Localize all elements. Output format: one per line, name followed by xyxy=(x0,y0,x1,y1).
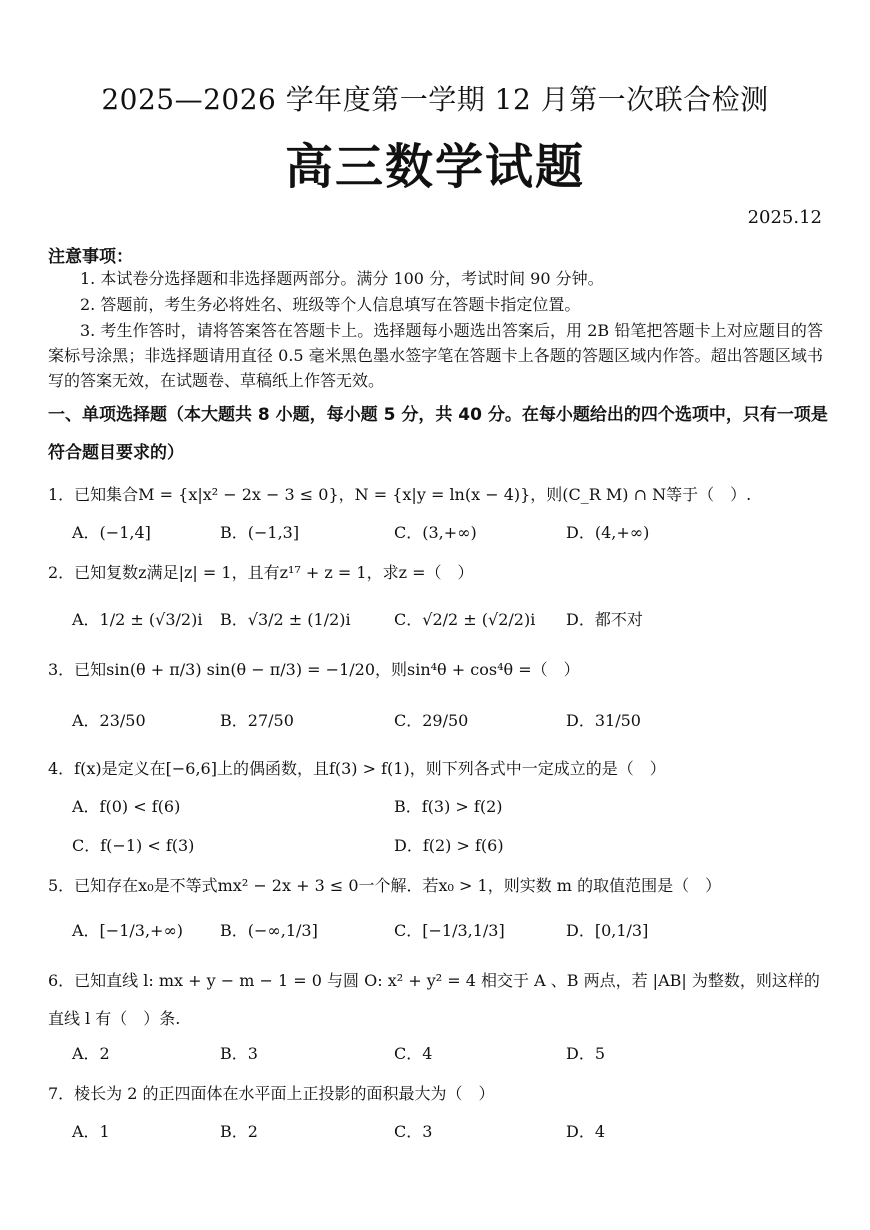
question-4: 4．f(x)是定义在[−6,6]上的偶函数，且f(3) > f(1)，则下列各式中一定成立的是（ ） xyxy=(48,759,666,778)
option-a: A．(−1,4] xyxy=(72,523,151,542)
option-b: B．f(3) > f(2) xyxy=(394,797,503,816)
question-3-options xyxy=(72,708,832,740)
notice-item-2: 2. 答题前，考生务必将姓名、班级等个人信息填写在答题卡指定位置。 xyxy=(80,295,581,314)
question-7-options xyxy=(72,1119,832,1151)
option-d: D．[0,1/3] xyxy=(566,921,649,940)
option-d: D．f(2) > f(6) xyxy=(394,836,504,855)
option-d: D．4 xyxy=(566,1122,606,1141)
option-b: B．(−1,3] xyxy=(220,523,300,542)
option-c: C．29/50 xyxy=(394,711,469,730)
option-b: B．2 xyxy=(220,1122,258,1141)
question-4-options-row1 xyxy=(72,794,832,826)
question-2-options xyxy=(72,607,832,639)
question-6-options xyxy=(72,1041,832,1073)
option-b: B．√3/2 ± (1/2)i xyxy=(220,610,351,629)
question-6: 6．已知直线 l: mx + y − m − 1 = 0 与圆 O: x² + y² = 4 相交于 A 、B 两点，若 |AB| 为整数，则这样的直线 l 有（ ）条. xyxy=(48,971,820,1028)
option-c: C．3 xyxy=(394,1122,433,1141)
exam-header: 2025—2026 学年度第一学期 12 月第一次联合检测 xyxy=(101,83,769,116)
question-5: 5．已知存在x₀是不等式mx² − 2x + 3 ≤ 0一个解．若x₀ > 1，则实数 m 的取值范围是（ ） xyxy=(48,876,722,895)
question-1: 1．已知集合M = {x|x² − 2x − 3 ≤ 0}，N = {x|y = ln(x − 4)}，则(C_R M) ∩ N等于（ ）. xyxy=(48,485,752,504)
question-4-options-row2 xyxy=(72,833,832,865)
exam-date: 2025.12 xyxy=(747,207,822,228)
option-a: A．1/2 ± (√3/2)i xyxy=(72,610,203,629)
question-7: 7．棱长为 2 的正四面体在水平面上正投影的面积最大为（ ） xyxy=(48,1084,495,1103)
option-d: D．31/50 xyxy=(566,711,641,730)
option-a: A．2 xyxy=(72,1044,110,1063)
notice-item-3: 3. 考生作答时，请将答案答在答题卡上。选择题每小题选出答案后，用 2B 铅笔把答题卡上对应题目的答案标号涂黑；非选择题请用直径 0.5 毫米黑色墨水签字笔在答题卡上各题的答题区域内作答。超出答题区域书写的答案无效，在试题卷、草稿纸上作答无效。 xyxy=(48,321,823,390)
option-c: C．4 xyxy=(394,1044,433,1063)
option-b: B．(−∞,1/3] xyxy=(220,921,318,940)
option-a: A．[−1/3,+∞) xyxy=(72,921,184,940)
option-a: A．23/50 xyxy=(72,711,146,730)
question-2: 2．已知复数z满足|z| = 1，且有z¹⁷ + z = 1，求z =（ ） xyxy=(48,563,474,582)
exam-title: 高三数学试题 xyxy=(284,139,585,195)
option-d: D．5 xyxy=(566,1044,606,1063)
option-a: A．1 xyxy=(72,1122,110,1141)
option-d: D．都不对 xyxy=(566,610,643,629)
option-c: C．√2/2 ± (√2/2)i xyxy=(394,610,536,629)
option-c: C．[−1/3,1/3] xyxy=(394,921,505,940)
option-a: A．f(0) < f(6) xyxy=(72,797,181,816)
option-b: B．27/50 xyxy=(220,711,294,730)
option-b: B．3 xyxy=(220,1044,258,1063)
option-c: C．(3,+∞) xyxy=(394,523,477,542)
question-3: 3．已知sin(θ + π/3) sin(θ − π/3) = −1/20，则sin⁴θ + cos⁴θ =（ ） xyxy=(48,660,580,679)
question-1-options xyxy=(72,520,832,552)
notice-item-1: 1. 本试卷分选择题和非选择题两部分。满分 100 分，考试时间 90 分钟。 xyxy=(80,269,604,288)
question-5-options xyxy=(72,918,832,950)
option-c: C．f(−1) < f(3) xyxy=(72,836,195,855)
section-title: 一、单项选择题（本大题共 8 小题，每小题 5 分，共 40 分。在每小题给出的四个选项中，只有一项是符合题目要求的） xyxy=(48,405,828,463)
notice-heading: 注意事项： xyxy=(48,247,133,267)
option-d: D．(4,+∞) xyxy=(566,523,650,542)
